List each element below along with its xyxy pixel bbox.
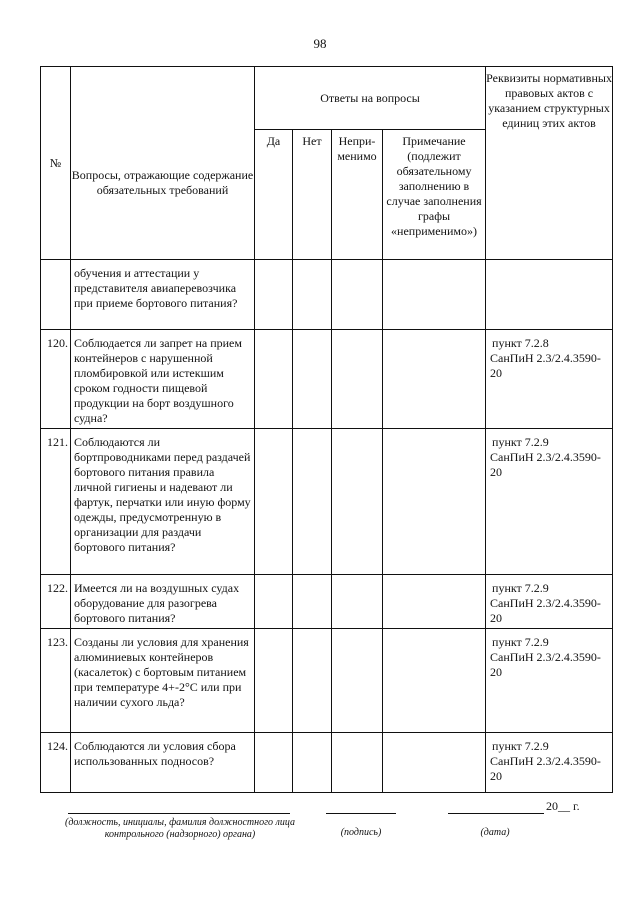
- answer-no-cell[interactable]: [293, 429, 332, 575]
- header-no: №: [41, 67, 71, 260]
- answer-not-applicable-cell[interactable]: [332, 629, 383, 733]
- answer-note-cell[interactable]: [383, 733, 486, 793]
- row-number: 123.: [41, 629, 71, 733]
- row-question: Соблюдаются ли бортпроводниками перед раздачей бортового питания правила личной гигиены и надевают ли фартук, перчатки или иную форму одежды, предусмотренную в организации для раздачи бортового питания?: [71, 429, 255, 575]
- header-requisites: Реквизиты нормативных правовых актов с указанием структурных единиц этих актов: [486, 67, 613, 260]
- row-question: Имеется ли на воздушных судах оборудование для разогрева бортового питания?: [71, 575, 255, 629]
- ref-point: пункт 7.2.9: [492, 635, 549, 649]
- answer-yes-cell[interactable]: [255, 429, 293, 575]
- row-question: Соблюдается ли запрет на прием контейнеров с нарушенной пломбировкой или истекшим сроком годности пищевой продукции на борт воздушного судна?: [71, 330, 255, 429]
- signature-caption: (подпись): [340, 827, 382, 838]
- date-year: 20__ г.: [546, 799, 580, 813]
- table-row: [41, 429, 613, 575]
- page-number: 98: [313, 36, 327, 51]
- header-questions: Вопросы, отражающие содержание обязательных требований: [71, 67, 255, 260]
- ref-doc: СанПиН 2.3/2.4.3590-20: [490, 450, 601, 479]
- answer-note-cell[interactable]: [383, 429, 486, 575]
- row-number: 120.: [41, 330, 71, 429]
- answer-yes-cell[interactable]: [255, 733, 293, 793]
- answer-note-cell[interactable]: [383, 260, 486, 330]
- answer-not-applicable-cell[interactable]: [332, 260, 383, 330]
- table-row: [41, 733, 613, 793]
- row-number: 122.: [41, 575, 71, 629]
- row-question: Соблюдаются ли условия сбора использованных подносов?: [71, 733, 255, 793]
- row-question: обучения и аттестации у представителя авиаперевозчика при приеме бортового питания?: [71, 260, 255, 330]
- header-note: Примечание (подлежит обязательному заполнению в случае заполнения графы «неприменимо»): [383, 130, 486, 260]
- answer-yes-cell[interactable]: [255, 330, 293, 429]
- row-requisites: [486, 260, 613, 330]
- checklist-table: [40, 66, 613, 793]
- ref-point: пункт 7.2.9: [492, 435, 549, 449]
- signature-footer: [0, 797, 640, 857]
- answer-note-cell[interactable]: [383, 575, 486, 629]
- table-row: [41, 575, 613, 629]
- ref-point: пункт 7.2.8: [492, 336, 549, 350]
- position-caption: (должность, инициалы, фамилия должностного лица контрольного (надзорного) органа): [65, 817, 295, 840]
- row-number: 121.: [41, 429, 71, 575]
- answer-not-applicable-cell[interactable]: [332, 330, 383, 429]
- answer-yes-cell[interactable]: [255, 629, 293, 733]
- answer-yes-cell[interactable]: [255, 260, 293, 330]
- header-answers: Ответы на вопросы: [255, 67, 486, 130]
- table-row: [41, 330, 613, 429]
- row-requisites: [486, 733, 613, 793]
- answer-not-applicable-cell[interactable]: [332, 429, 383, 575]
- ref-doc: СанПиН 2.3/2.4.3590-20: [490, 596, 601, 625]
- answer-no-cell[interactable]: [293, 629, 332, 733]
- row-number: 124.: [41, 733, 71, 793]
- row-question: Созданы ли условия для хранения алюминиевых контейнеров (касалеток) с бортовым питанием при температуре 4+-2°С или при наличии сухого льда?: [71, 629, 255, 733]
- ref-doc: СанПиН 2.3/2.4.3590-20: [490, 754, 601, 783]
- row-number: [41, 260, 71, 330]
- header-not-applicable: Непри- менимо: [332, 130, 383, 260]
- header-yes: Да: [255, 130, 293, 260]
- answer-no-cell[interactable]: [293, 330, 332, 429]
- answer-no-cell[interactable]: [293, 260, 332, 330]
- answer-no-cell[interactable]: [293, 575, 332, 629]
- position-line[interactable]: [68, 813, 290, 814]
- ref-point: пункт 7.2.9: [492, 739, 549, 753]
- ref-point: пункт 7.2.9: [492, 581, 549, 595]
- answer-note-cell[interactable]: [383, 629, 486, 733]
- date-caption: (дата): [480, 827, 510, 838]
- table-row: [41, 629, 613, 733]
- answer-not-applicable-cell[interactable]: [332, 575, 383, 629]
- ref-doc: СанПиН 2.3/2.4.3590-20: [490, 351, 601, 380]
- row-requisites: [486, 330, 613, 429]
- date-line[interactable]: [448, 813, 544, 814]
- row-requisites: [486, 429, 613, 575]
- row-requisites: [486, 575, 613, 629]
- answer-not-applicable-cell[interactable]: [332, 733, 383, 793]
- header-no-answer: Нет: [293, 130, 332, 260]
- answer-no-cell[interactable]: [293, 733, 332, 793]
- signature-line[interactable]: [326, 813, 396, 814]
- row-requisites: [486, 629, 613, 733]
- table-row: [41, 260, 613, 330]
- answer-note-cell[interactable]: [383, 330, 486, 429]
- header-row-top: [41, 67, 613, 130]
- answer-yes-cell[interactable]: [255, 575, 293, 629]
- ref-doc: СанПиН 2.3/2.4.3590-20: [490, 650, 601, 679]
